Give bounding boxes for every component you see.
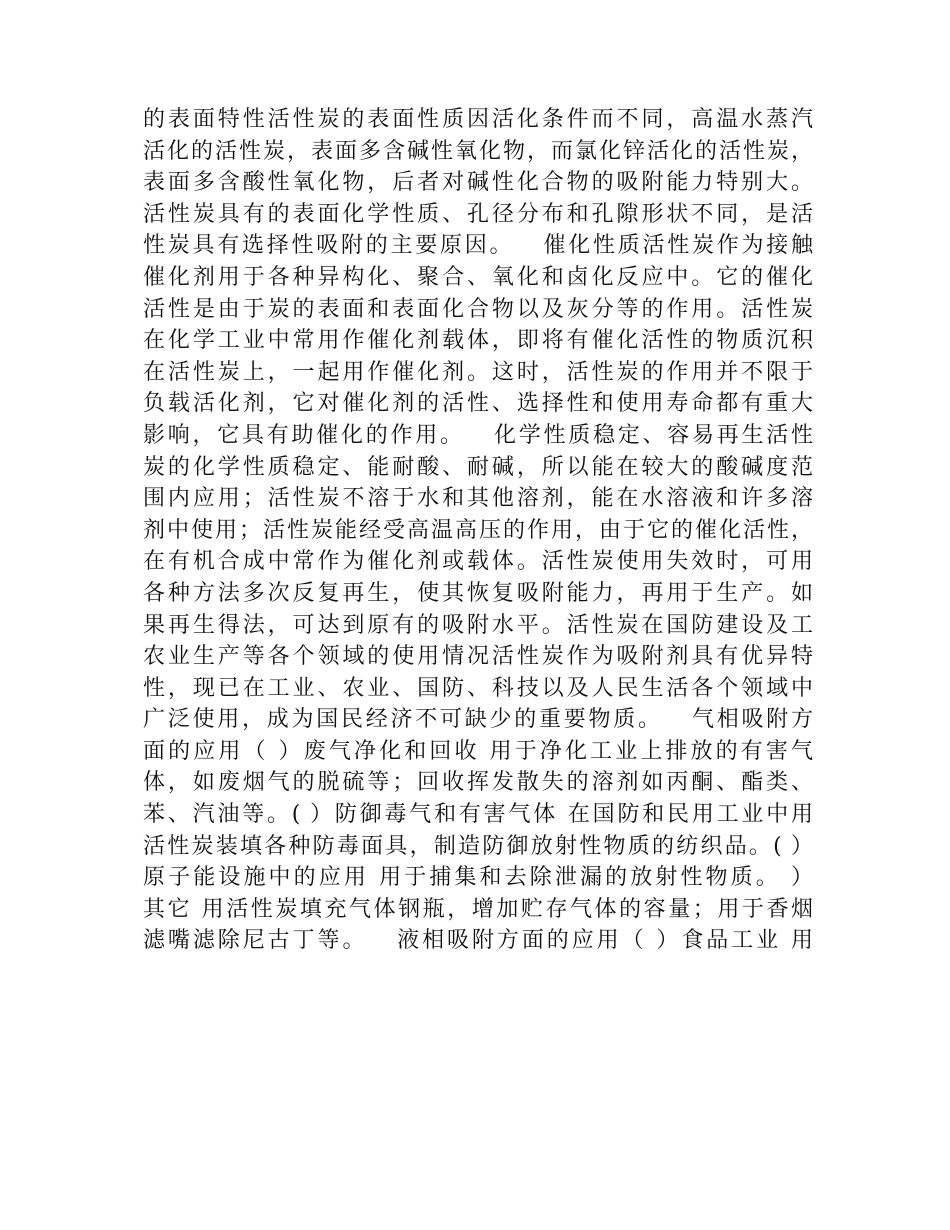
- text-line: 表面多含酸性氧化物，后者对碱性化合物的吸附能力特别大。: [143, 170, 813, 196]
- text-line: 果再生得法，可达到原有的吸附水平。活性炭在国防建设及工: [143, 612, 813, 638]
- body-text: [143, 104, 813, 957]
- text-line: 原子能设施中的应用 用于捕集和去除泄漏的放射性物质。 ）: [143, 865, 813, 891]
- text-line: 性炭具有选择性吸附的主要原因。 催化性质活性炭作为接触: [143, 233, 813, 259]
- text-line: 农业生产等各个领域的使用情况活性炭作为吸附剂具有优异特: [143, 644, 813, 670]
- text-line: 剂中使用；活性炭能经受高温高压的作用，由于它的催化活性，: [143, 517, 813, 543]
- text-line: 炭的化学性质稳定、能耐酸、耐碱，所以能在较大的酸碱度范: [143, 454, 813, 480]
- text-line: 活性炭装填各种防毒面具，制造防御放射性物质的纺织品。( ）: [143, 833, 813, 859]
- text-line: 各种方法多次反复再生，使其恢复吸附能力，再用于生产。如: [143, 580, 813, 606]
- text-line: 围内应用；活性炭不溶于水和其他溶剂，能在水溶液和许多溶: [143, 486, 813, 512]
- text-line: 催化剂用于各种异构化、聚合、氧化和卤化反应中。它的催化: [143, 264, 813, 290]
- text-line: 面的应用（ ）废气净化和回收 用于净化工业上排放的有害气: [143, 738, 813, 764]
- text-line: 活性是由于炭的表面和表面化合物以及灰分等的作用。活性炭: [143, 296, 813, 322]
- text-line: 滤嘴滤除尼古丁等。 液相吸附方面的应用（ ）食品工业 用: [143, 928, 813, 954]
- text-line: 其它 用活性炭填充气体钢瓶，增加贮存气体的容量；用于香烟: [143, 896, 813, 922]
- text-line: 在化学工业中常用作催化剂载体，即将有催化活性的物质沉积: [143, 328, 813, 354]
- text-line: 苯、汽油等。( ）防御毒气和有害气体 在国防和民用工业中用: [143, 802, 813, 828]
- text-line: 在活性炭上，一起用作催化剂。这时，活性炭的作用并不限于: [143, 359, 813, 385]
- text-line: 体，如废烟气的脱硫等；回收挥发散失的溶剂如丙酮、酯类、: [143, 770, 813, 796]
- text-line: 广泛使用，成为国民经济不可缺少的重要物质。 气相吸附方: [143, 707, 813, 733]
- text-line: 活化的活性炭，表面多含碱性氧化物，而氯化锌活化的活性炭，: [143, 138, 813, 164]
- text-line: 负载活化剂，它对催化剂的活性、选择性和使用寿命都有重大: [143, 391, 813, 417]
- text-line: 活性炭具有的表面化学性质、孔径分布和孔隙形状不同，是活: [143, 201, 813, 227]
- text-line: 的表面特性活性炭的表面性质因活化条件而不同，高温水蒸汽: [143, 107, 813, 132]
- text-line: 性，现已在工业、农业、国防、科技以及人民生活各个领域中: [143, 675, 813, 701]
- text-line: 影响，它具有助催化的作用。 化学性质稳定、容易再生活性: [143, 422, 813, 448]
- text-line: 在有机合成中常作为催化剂或载体。活性炭使用失效时，可用: [143, 549, 813, 575]
